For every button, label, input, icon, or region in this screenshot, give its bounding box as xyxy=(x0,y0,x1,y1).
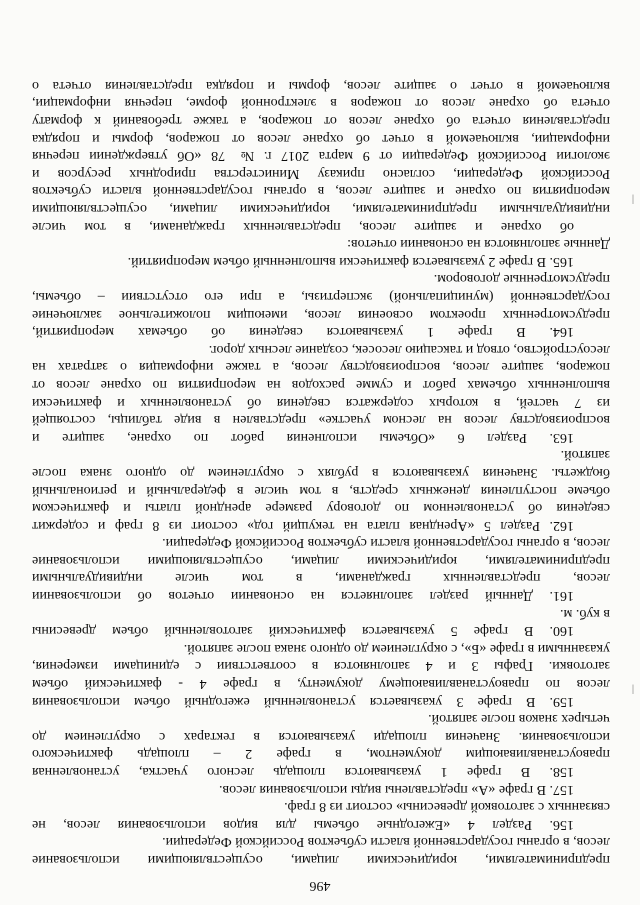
text-line: экологии Российской Федерации от 9 марта 2017 г. № 78 «Об утверждении перечня xyxy=(32,148,610,164)
text-line: 157. В графе «А» представлены виды использования лесов. xyxy=(219,781,574,797)
text-line: заготовки. Графы 3 и 4 заполняются в соответствии с единицами измерения, xyxy=(32,658,610,674)
page-number: 496 xyxy=(309,878,331,893)
text-line: пожаров, защите лесов, воспроизводству лесов, а также информация о затратах на xyxy=(32,359,610,375)
text-line: 158. В графе 1 указываются площадь лесного участка, установленная xyxy=(32,764,574,780)
text-line: предусмотренных проектом освоения лесов, имеющим положительное заключение xyxy=(32,306,610,322)
text-line: лесоустройство, отвод и таксацию лесосек, создание лесных дорог. xyxy=(208,341,610,357)
text-line: связанных с заготовкой древесины» состоит из 8 граф. xyxy=(284,799,610,815)
text-line: представления отчета об охране лесов от пожаров, а также требований к формату xyxy=(32,113,610,129)
text-line: использования. Значения площади указываются в гектарах с округлением до xyxy=(32,728,610,744)
text-line: 159. В графе 3 указывается установленный ежегодный объем использования xyxy=(32,693,574,709)
text-line: 162. Раздел 5 «Арендная плата на текущий год» состоит из 8 граф и содержит xyxy=(32,517,574,533)
text-line: 160. В графе 5 указывается фактический заготовленный объем древесины xyxy=(32,623,574,639)
margin-mark: | xyxy=(631,684,634,695)
text-line: отчета об охране лесов от пожаров в электронной форме, перечня информации, xyxy=(32,95,610,111)
text-line: лесов, в органы государственной власти субъектов Российской Федерации. xyxy=(162,834,610,850)
text-line: из 7 частей, в которых содержатся сведения об установленных и фактически xyxy=(32,394,610,410)
text-line: воспроизводству лесов на лесном участке» представлен в виде таблицы, состоящей xyxy=(32,412,610,428)
text-line: выполненных объемах работ и сумме расходов на мероприятия по охране лесов от xyxy=(32,376,610,392)
body-text xyxy=(32,76,610,868)
text-line: сведения об установленном по договору размере арендной платы и фактическом xyxy=(32,500,610,516)
text-line: 156. Раздел 4 «Ежегодные объемы для видов использования лесов, не xyxy=(32,816,574,832)
text-line: 161. Данный раздел заполняется на основании отчетов об использовании xyxy=(32,588,574,604)
text-line: предпринимателями, юридическими лицами, осуществляющими использование xyxy=(32,552,610,568)
text-line: Данные заполняются на основании отчетов: xyxy=(347,236,610,252)
text-line: предусмотренные договором. xyxy=(433,271,610,287)
text-line: в куб. м. xyxy=(559,605,610,621)
text-line: лесов, представленных гражданами, в том числе индивидуальными xyxy=(32,570,610,586)
text-line: 164. В графе 1 указываются сведения об объемах мероприятий, xyxy=(32,324,574,340)
text-line: лесов, в органы государственной власти субъектов Российской Федерации. xyxy=(162,535,610,551)
text-line: включаемой в отчет о защите лесов, формы и порядка представления отчета о xyxy=(32,77,610,93)
text-line: государственной (муниципальной) экспертизы, а при его отсутствии – объемы, xyxy=(32,289,610,304)
text-line: бюджеты. Значения указываются в рублях с округлением до одного знака после xyxy=(32,464,610,480)
text-line: лесов по правоустанавливающему документу, в графе 4 - фактический объем xyxy=(32,676,610,692)
text-line: индивидуальными предпринимателями, юридическими лицами, осуществляющими xyxy=(32,201,610,217)
text-line: мероприятия по охране и защите лесов, в органы государственной власти субъектов xyxy=(32,183,610,199)
text-line: 163. Раздел 6 «Объемы исполнения работ по охране, защите и xyxy=(32,429,574,445)
text-line: предпринимателями, юридическими лицами, осуществляющими использование xyxy=(32,852,610,867)
text-line: 165. В графе 2 указывается фактически выполненный объем мероприятий. xyxy=(127,253,574,269)
text-line: четырех знаков после запятой. xyxy=(428,711,610,727)
text-line: объеме поступления денежных средств, в том числе в федеральный и региональный xyxy=(32,482,610,498)
margin-mark: | xyxy=(631,194,634,205)
text-line: указанными в графе «Б», с округлением до одного знака после запятой. xyxy=(183,640,610,656)
text-line: правоустанавливающим документом, в графе 2 – площадь фактического xyxy=(32,746,610,762)
text-line: Российской Федерации, согласно приказу Министерства природных ресурсов и xyxy=(32,165,610,181)
text-line: информации, включаемой в отчет об охране лесов от пожаров, формы и порядка xyxy=(32,130,610,146)
text-line: об охране и защите лесов, представленных гражданами, в том числе xyxy=(32,218,574,234)
text-line: запятой. xyxy=(560,447,610,463)
